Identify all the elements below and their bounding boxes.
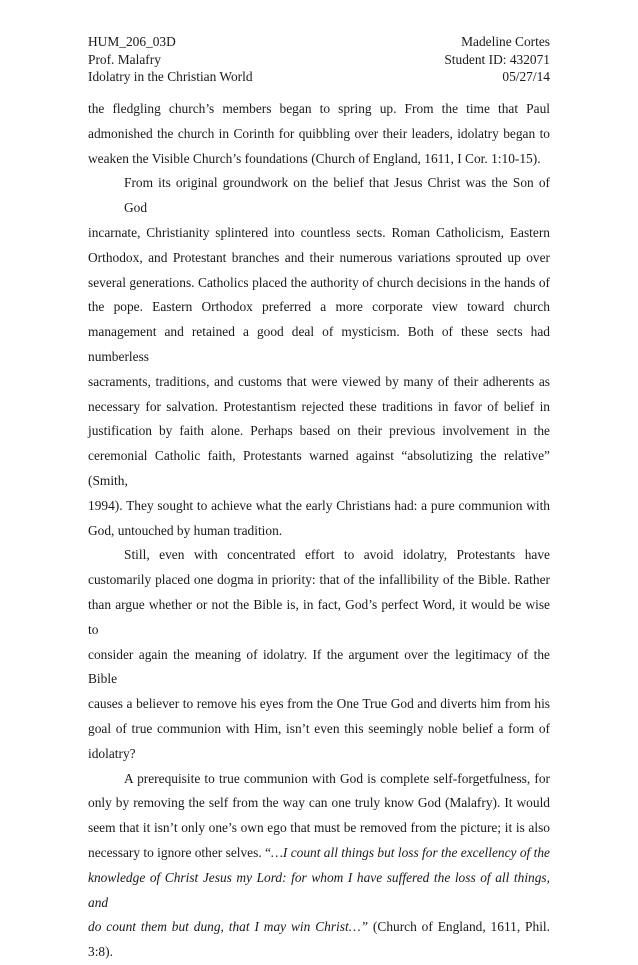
text-line: several generations. Catholics placed the authority of church decisions in the hands of — [88, 274, 550, 290]
scripture-quote-start: …I count all things but loss for the excellency of the — [270, 844, 550, 860]
text-line: God, untouched by human tradition. — [88, 522, 283, 538]
quote-intro-line — [88, 841, 550, 866]
page-header — [88, 33, 550, 86]
text-line: ceremonial Catholic faith, Protestants warned against “absolutizing the relative” (Smith, — [88, 448, 550, 488]
text-line: admonished the church in Corinth for quibbling over their leaders, idolatry began to — [88, 125, 550, 141]
quote-end-line — [88, 915, 550, 965]
text-line: the fledgling church’s members began to spring up. From the time that Paul — [88, 101, 550, 116]
course-code: HUM_206_03D — [88, 34, 176, 49]
text-line: necessary for salvation. Protestantism rejected these traditions in favor of belief in — [88, 398, 550, 414]
text-line: justification by faith alone. Perhaps based on their previous involvement in the — [88, 423, 550, 439]
header-row-1 — [88, 33, 550, 51]
text-line: incarnate, Christianity splintered into countless sects. Roman Catholicism, Eastern — [88, 224, 550, 240]
scripture-quote-end: do count them but dung, that I may win Christ…” — [88, 919, 369, 935]
body-text — [88, 97, 550, 965]
quote-lead-in: necessary to ignore other selves. “ — [88, 844, 271, 860]
text-line: sacraments, traditions, and customs that were viewed by many of their adherents as — [88, 373, 550, 389]
text-line: weaken the Visible Church’s foundations (Church of England, 1611, I Cor. 1:10-15). — [88, 150, 541, 166]
paragraph-start-line: From its original groundwork on the belief that Jesus Christ was the Son of God — [124, 175, 550, 216]
text-line: consider again the meaning of idolatry. If the argument over the legitimacy of the Bible — [88, 646, 550, 687]
text-line: seem that it isn’t only one’s own ego that must be removed from the picture; it is also — [88, 820, 550, 836]
text-line: Orthodox, and Protestant branches and their numerous variations sprouted up over — [88, 249, 550, 265]
paper-title: Idolatry in the Christian World — [88, 69, 253, 84]
text-line: 1994). They sought to achieve what the early Christians had: a pure communion with — [88, 497, 550, 513]
paper-date: 05/27/14 — [502, 69, 550, 84]
author-name: Madeline Cortes — [461, 34, 550, 49]
student-id: Student ID: 432071 — [444, 51, 550, 67]
paragraph-start-line: A prerequisite to true communion with God is complete self-forgetfulness, for — [124, 770, 550, 786]
header-row-3 — [88, 68, 550, 86]
text-line: the pope. Eastern Orthodox preferred a more corporate view toward church — [88, 299, 550, 315]
paragraph-start-line: Still, even with concentrated effort to avoid idolatry, Protestants have — [124, 547, 550, 563]
citation: (Church of England, 1611, Phil. 3:8). — [88, 919, 550, 960]
text-line: customarily placed one dogma in priority: that of the infallibility of the Bible. Rather — [88, 572, 550, 588]
text-line: goal of true communion with Him, isn’t even this seemingly noble belief a form of — [88, 720, 550, 736]
text-line: only by removing the self from the way can one truly know God (Malafry). It would — [88, 795, 550, 811]
header-row-2 — [88, 51, 550, 69]
text-line: management and retained a good deal of mysticism. Both of these sects had numberless — [88, 324, 550, 364]
professor-name: Prof. Malafry — [88, 51, 161, 67]
text-line: causes a believer to remove his eyes from the One True God and diverts him from his — [88, 696, 550, 712]
scripture-quote-line: knowledge of Christ Jesus my Lord: for whom I have suffered the loss of all things, and — [88, 869, 550, 910]
text-line: idolatry? — [88, 745, 136, 761]
text-line: than argue whether or not the Bible is, in fact, God’s perfect Word, it would be wise to — [88, 596, 550, 637]
